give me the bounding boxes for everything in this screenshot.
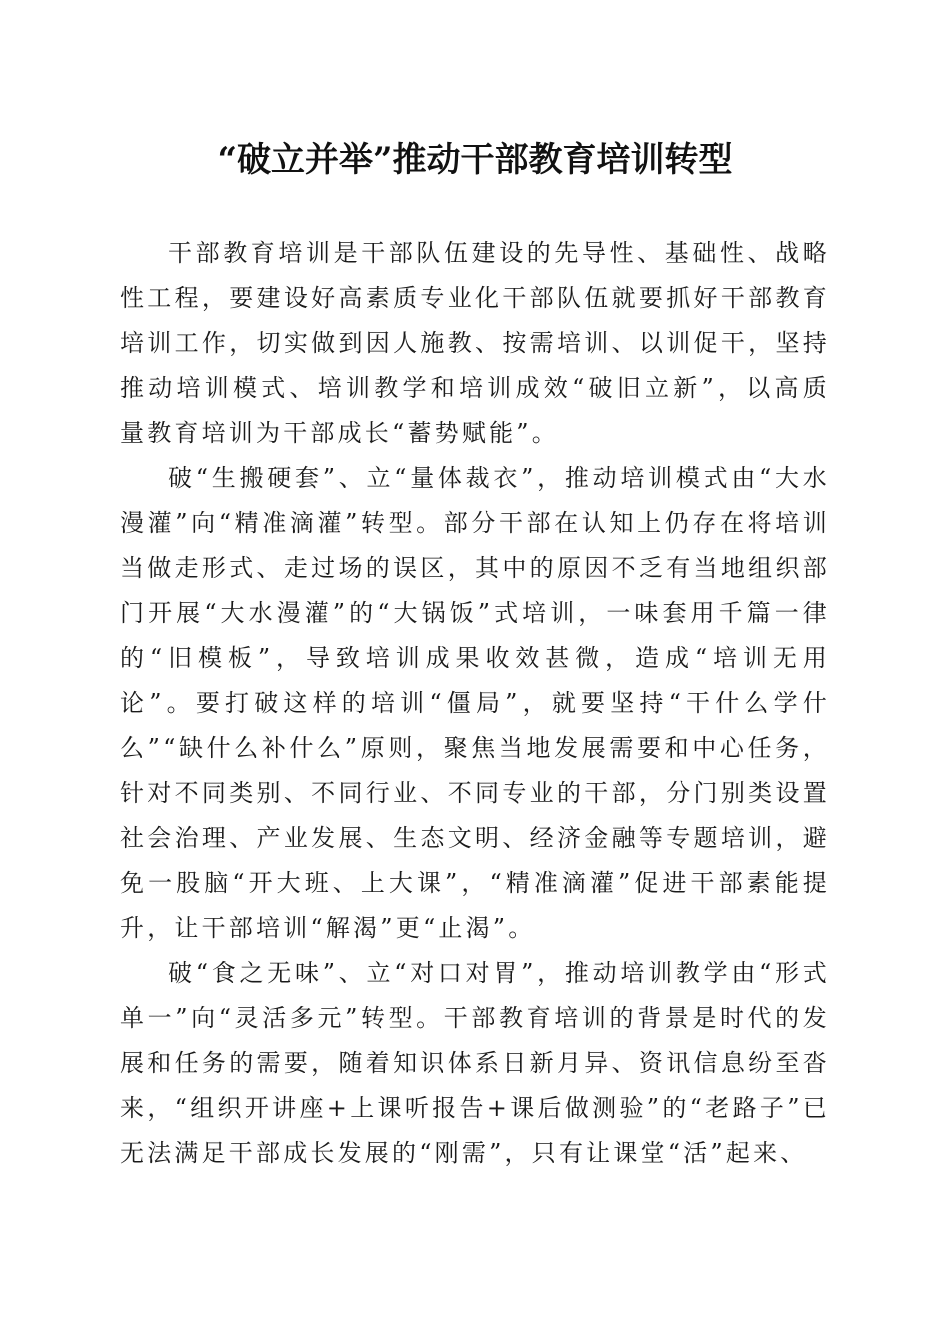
- paragraph-training-mode: 破“生搬硬套”、立“量体裁衣”，推动培训模式由“大水漫灌”向“精准滴灌”转型。部分干部在认知上仍存在将培训当做走形式、走过场的误区，其中的原因不乏有当地组织部门开展“大水漫灌”的“大锅饭”式培训，一味套用千篇一律的“旧模板”，导致培训成果收效甚微，造成“培训无用论”。要打破这样的培训“僵局”，就要坚持“干什么学什么”“缺什么补什么”原则，聚焦当地发展需要和中心任务，针对不同类别、不同行业、不同专业的干部，分门别类设置社会治理、产业发展、生态文明、经济金融等专题培训，避免一股脑“开大班、上大课”，“精准滴灌”促进干部素能提升，让干部培训“解渴”更“止渴”。: [120, 464, 830, 942]
- document-body: [120, 231, 830, 1176]
- document-title: “破立并举”推动干部教育培训转型: [217, 140, 733, 180]
- paragraph-intro: 干部教育培训是干部队伍建设的先导性、基础性、战略性工程，要建设好高素质专业化干部队伍就要抓好干部教育培训工作，切实做到因人施教、按需培训、以训促干，坚持推动培训模式、培训教学和培训成效“破旧立新”，以高质量教育培训为干部成长“蓄势赋能”。: [120, 239, 830, 447]
- paragraph-training-teaching: 破“食之无味”、立“对口对胃”，推动培训教学由“形式单一”向“灵活多元”转型。干部教育培训的背景是时代的发展和任务的需要，随着知识体系日新月异、资讯信息纷至沓来，“组织开讲座+上课听报告+课后做测验”的“老路子”已无法满足干部成长发展的“刚需”，只有让课堂“活”起来、: [120, 959, 830, 1167]
